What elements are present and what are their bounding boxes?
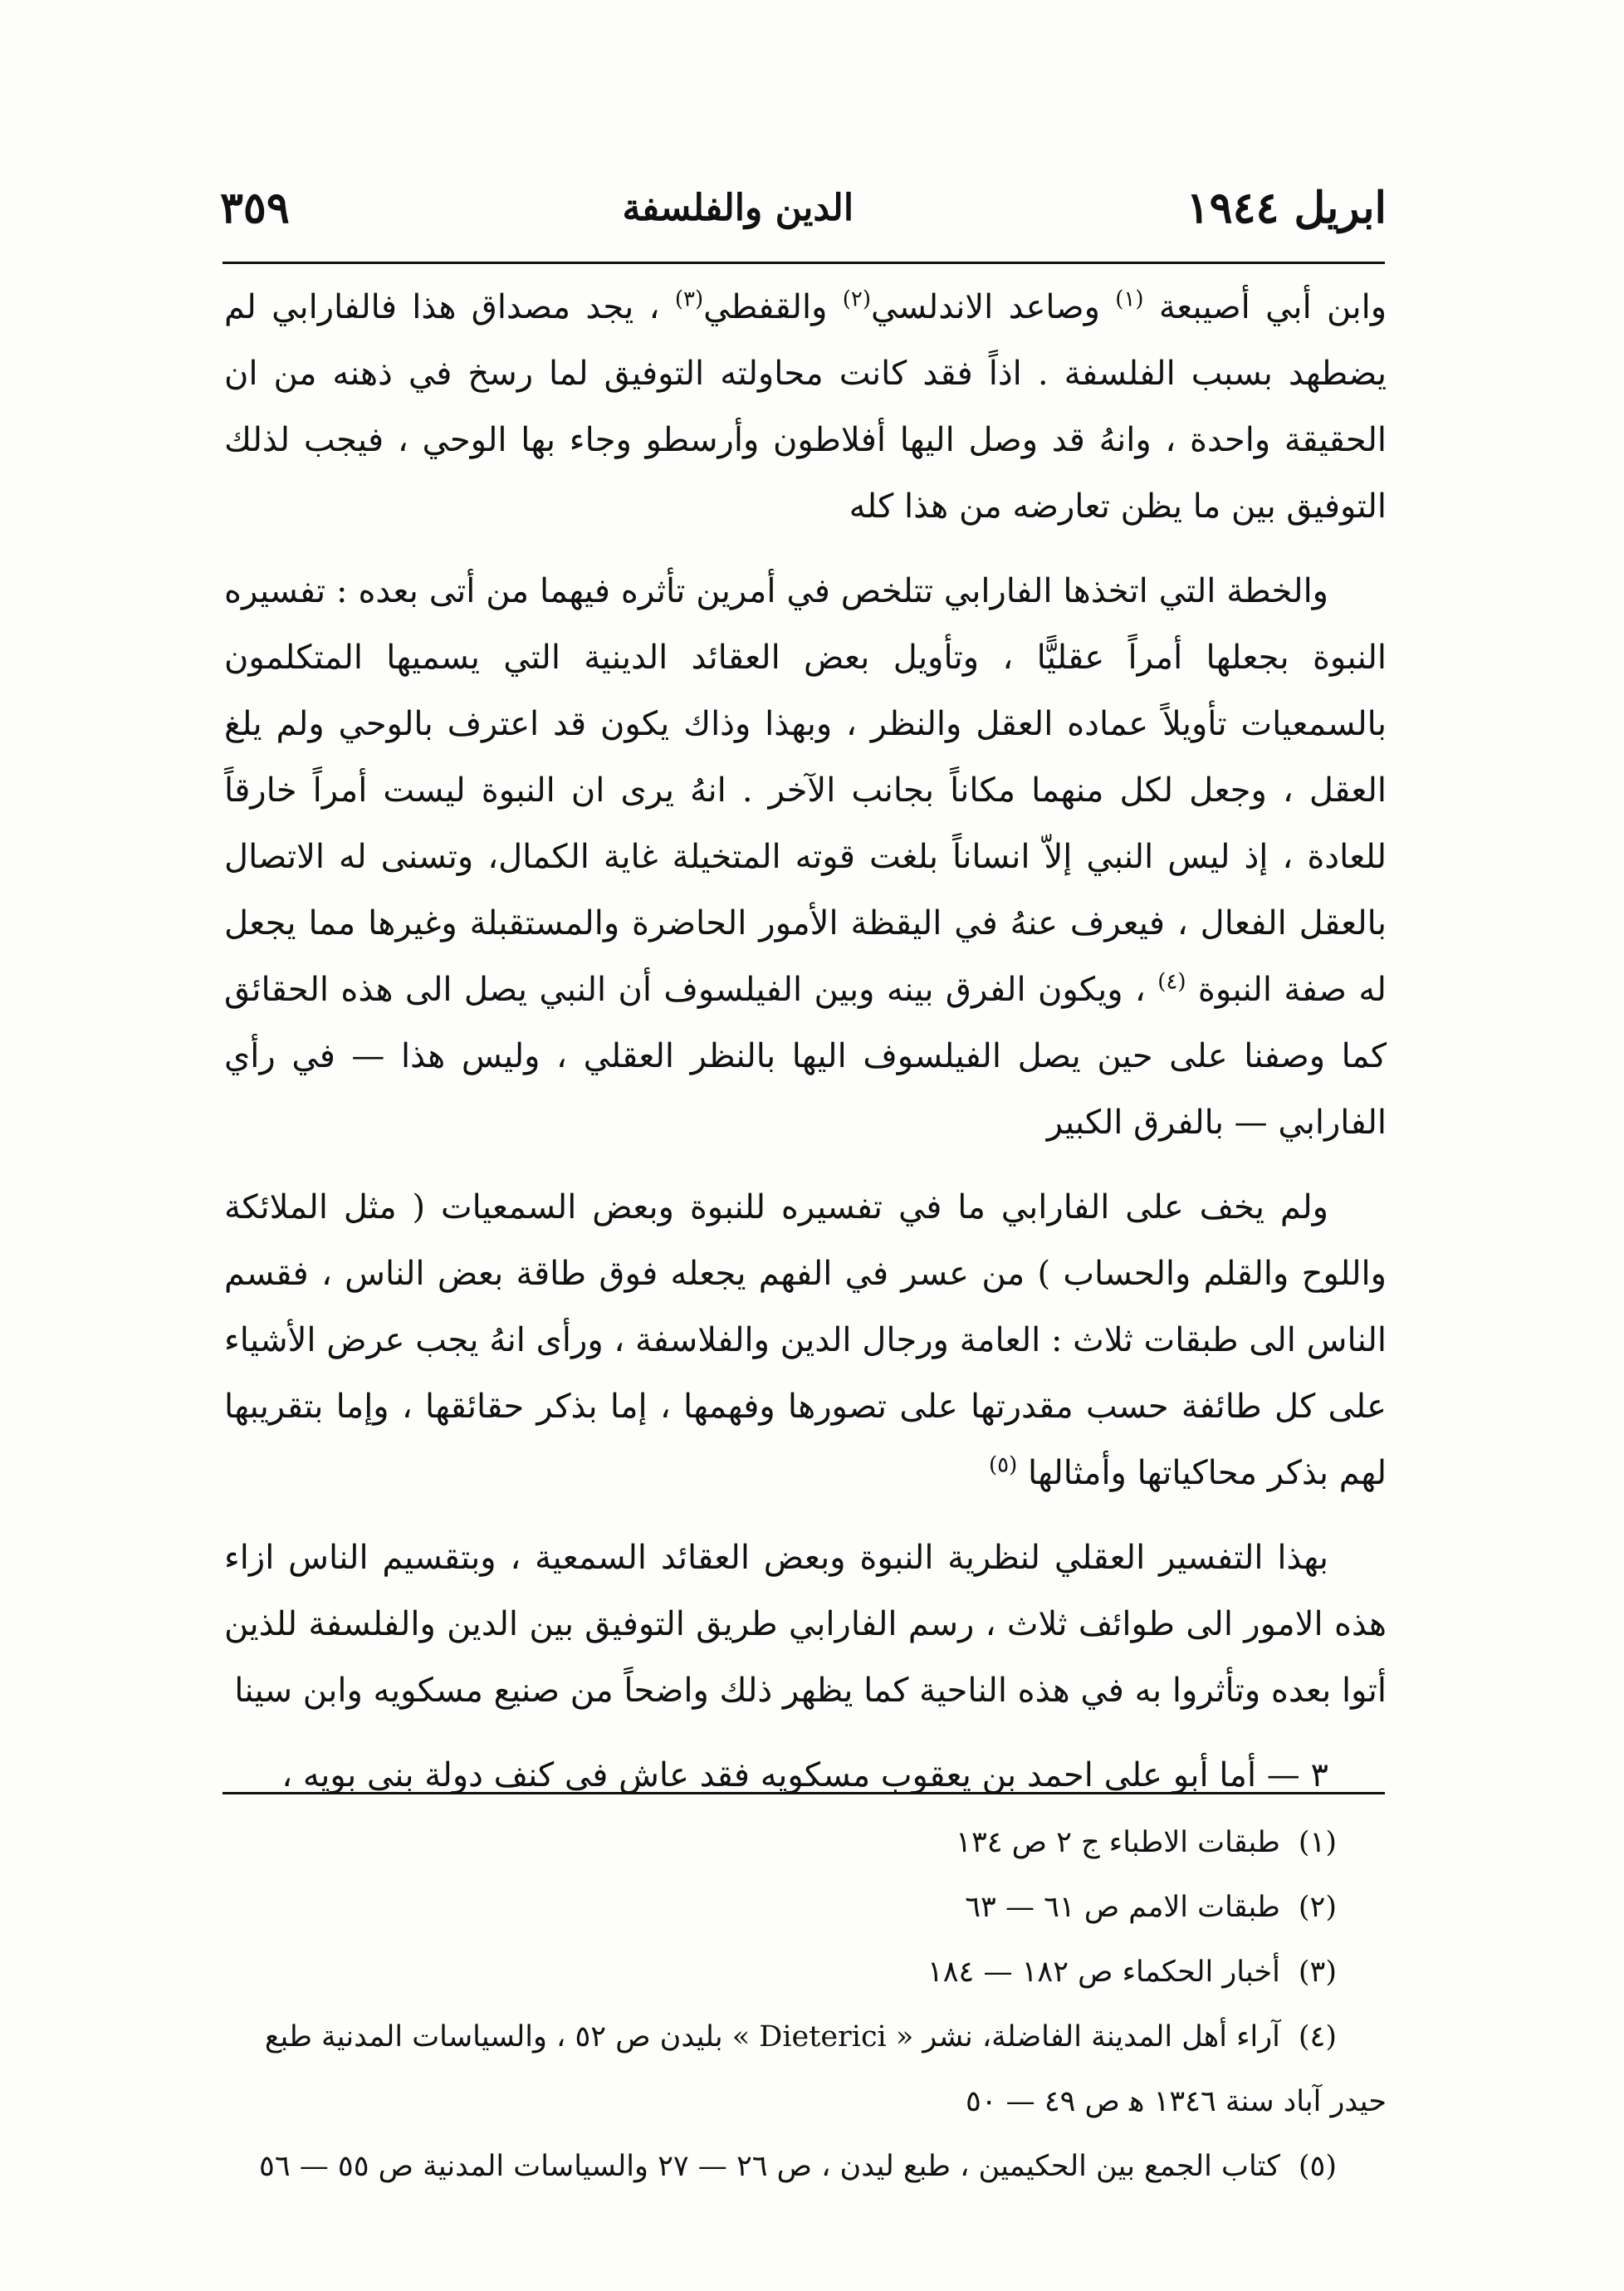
footnote-5 (224, 2134, 1387, 2199)
paragraph-3-text: ولم يخف على الفارابي ما في تفسيره للنبوة وبعض السمعيات ( مثل الملائكة واللوح والقلم والحساب ) من عسر في الفهم يجعله فوق طاقة بعض الناس ، فقسم الناس الى طبقات ثلاث : العامة ورجال الدين والفلاسفة ، ورأى انهُ يجب عرض الأشياء على كل طائفة حسب مقدرتها على تصورها وفهمها ، إما بذكر حقائقها ، وإما بتقريبها لهم بذكر محاكياتها وأمثالها (224, 1188, 1387, 1492)
footnote-ref-4: (٤) (1157, 969, 1186, 995)
footnote-2-text: طبقات الامم ص ٦١ — ٦٣ (965, 1891, 1280, 1924)
paragraph-2-part-b: ، ويكون الفرق بينه وبين الفيلسوف أن النبي يصل الى هذه الحقائق كما وصفنا على حين يصل الفيلسوف اليها بالنظر العقلي ، وليس هذا — في رأي الفارابي — بالفرق الكبير (224, 971, 1387, 1142)
paragraph-3 (224, 1174, 1387, 1506)
footnote-ref-2: (٢) (842, 286, 871, 312)
footnote-5-number: (٥) (1298, 2150, 1337, 2183)
footnote-2 (224, 1875, 1387, 1940)
footnote-4-text: آراء أهل المدينة الفاضلة، نشر « Dieterici » بليدن ص ٥٢ ، والسياسات المدنية طبع (264, 2020, 1280, 2054)
paragraph-5-text: ٣ — أما أبو علي احمد بن يعقوب مسكويه فقد عاش في كنف دولة بني بويه ، (281, 1756, 1328, 1794)
footnote-1-number: (١) (1298, 1826, 1337, 1859)
paragraph-1 (224, 274, 1387, 540)
footnote-5-text: كتاب الجمع بين الحكيمين ، طبع ليدن ، ص ٢٦ — ٢٧ والسياسات المدنية ص ٥٥ — ٥٦ (259, 2150, 1280, 2183)
paragraph-2-part-a: والخطة التي اتخذها الفارابي تتلخص في أمرين تأثره فيهما من أتى بعده : تفسيره النبوة بجعلها أمراً عقليًّا ، وتأويل بعض العقائد الدينية التي يسميها المتكلمون بالسمعيات تأويلاً عماده العقل والنظر ، وبهذا وذاك يكون قد اعترف بالوحي ولم يلغ العقل ، وجعل لكل منهما مكاناً بجانب الآخر . انهُ يرى ان النبوة ليست أمراً خارقاً للعادة ، إذ ليس النبي إلاّ انساناً بلغت قوته المتخيلة غاية الكمال، وتسنى له الاتصال بالعقل الفعال ، فيعرف عنهُ في اليقظة الأمور الحاضرة والمستقبلة وغيرها مما يجعل له صفة النبوة (224, 572, 1387, 1009)
paragraph-1-segment-1: وابن أبي أصيبعة (1143, 288, 1387, 326)
footnote-3-text: أخبار الحكماء ص ١٨٢ — ١٨٤ (927, 1956, 1280, 1989)
footnote-4 (224, 2005, 1387, 2134)
footnote-rule (223, 1792, 1385, 1794)
footnote-3-number: (٣) (1298, 1956, 1337, 1989)
paragraph-5 (224, 1742, 1387, 1809)
header-rule (223, 262, 1385, 264)
header-date: ابريل ١٩٤٤ (1186, 182, 1387, 233)
header-title: الدين والفلسفة (622, 186, 854, 229)
footnotes (224, 1810, 1387, 2199)
page-number: ٣٥٩ (220, 182, 290, 233)
paragraph-4 (224, 1525, 1387, 1724)
footnote-ref-3: (٣) (674, 286, 704, 312)
paragraph-1-segment-3: والقفطي (703, 288, 843, 326)
footnote-1-text: طبقات الاطباء ج ٢ ص ١٣٤ (956, 1826, 1280, 1859)
paragraph-1-segment-2: وصاعد الاندلسي (870, 288, 1116, 326)
footnote-4-continuation: حيدر آباد سنة ١٣٤٦ ﻫ ص ٤٩ — ٥٠ (965, 2085, 1387, 2118)
footnote-3 (224, 1940, 1387, 2005)
paragraph-1-segment-4: ، يجد مصداق هذا فالفارابي لم يضطهد بسبب الفلسفة . اذاً فقد كانت محاولته التوفيق لما رسخ في ذهنه من ان الحقيقة واحدة ، وانهُ قد وصل اليها أفلاطون وأرسطو وجاء بها الوحي ، فيجب لذلك التوفيق بين ما يظن تعارضه من هذا كله (224, 288, 1387, 526)
page-header (220, 170, 1387, 245)
footnote-2-number: (٢) (1298, 1891, 1337, 1924)
footnote-ref-1: (١) (1115, 286, 1144, 312)
body-text (224, 274, 1387, 1827)
paragraph-4-text: بهذا التفسير العقلي لنظرية النبوة وبعض العقائد السمعية ، وبتقسيم الناس ازاء هذه الامور الى طوائف ثلاث ، رسم الفارابي طريق التوفيق بين الدين والفلسفة للذين أتوا بعده وتأثروا به في هذه الناحية كما يظهر ذلك واضحاً من صنيع مسكويه وابن سينا (224, 1539, 1387, 1710)
footnote-4-number: (٤) (1298, 2020, 1337, 2054)
footnote-1 (224, 1810, 1387, 1875)
paragraph-2 (224, 558, 1387, 1156)
footnote-ref-5: (٥) (988, 1452, 1018, 1478)
